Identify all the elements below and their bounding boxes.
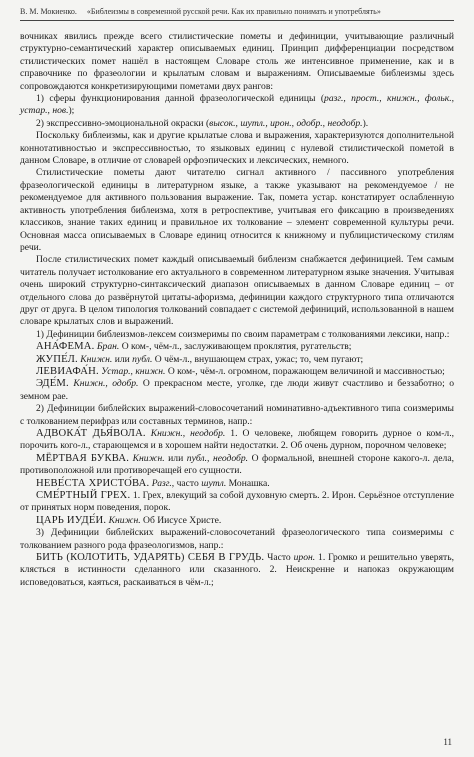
entry-headword: СМЕ́РТНЫЙ ГРЕХ. — [36, 490, 131, 502]
entry-zhupel: ЖУПЕ́Л. Книжн. или публ. О чём-л., внушающем страх, ужас; то, чем пугают; — [36, 353, 364, 365]
entry-advokat-dyavola: АДВОКА́Т ДЬЯ́ВОЛА. Книжн., неодобр. 1. О человеке, любящем говорить дурное о ком-л., порочить кого-л., старающемся и в хорошем найти недостатки. 2. Об очень дурном, порочном человеке; — [20, 428, 455, 452]
entry-headword: ЖУПЕ́Л. — [36, 353, 78, 365]
entry-headword: АНА́ФЕМА. — [36, 341, 95, 353]
entry-anafema: АНА́ФЕМА. Бран. О ком-, чём-л., заслуживающем проклятия, ругательств; — [36, 341, 352, 353]
entry-nevesta-hristova: НЕВЕ́СТА ХРИСТО́ВА. Разг., часто шутл. Монашка. — [36, 477, 270, 489]
paragraph-7: 3) Дефиниции библейских выражений-словосочетаний фразеологического типа соизмеримы с толкованием разного рода фразеологизмов, напр.: — [20, 527, 454, 551]
entry-headword: ЭДЕ́М. — [36, 378, 69, 390]
paragraph-2: Поскольку библеизмы, как и другие крылатые слова и выражения, характеризуются дополнительной коннотативностью и экспрессивностью, то языковых единиц с нулевой стилистической пометой в данном Словаре, в отличие от словарей орфоэпических и лексических, немного. — [20, 130, 454, 167]
entry-headword: ЛЕВИАФА́Н. — [36, 365, 99, 377]
entry-headword: ЦАРЬ ИУДЕ́И. — [36, 514, 107, 526]
rank-1: 1) сферы функционирования данной фразеологической единицы (разг., прост., книжн., фольк., устар., нов.); — [20, 93, 454, 117]
entry-headword: АДВОКА́Т ДЬЯ́ВОЛА. — [36, 428, 146, 439]
entry-headword: МЁРТВАЯ БУКВА. — [36, 452, 130, 464]
paragraph-5: 1) Дефиниции библеизмов-лексем соизмеримы по своим параметрам с толкованиями лексики, напр.: — [36, 328, 450, 340]
body-text — [20, 31, 454, 589]
rank-2: 2) экспрессивно-эмоциональной окраски (высок., шутл., ирон., одобр., неодобр.). — [36, 117, 369, 129]
entry-headword: НЕВЕ́СТА ХРИСТО́ВА. — [36, 477, 150, 489]
entry-mertvaya-bukva: МЁРТВАЯ БУКВА. Книжн. или публ., неодобр. О формальной, внешней стороне какого-л. дела, противоположной или противоречащей его сущности. — [20, 452, 454, 477]
paragraph-6: 2) Дефиниции библейских выражений-словосочетаний номинативно-адъективного типа соизмеримы с толкованием перифраз или составных терминов, напр.: — [20, 403, 454, 427]
entry-bit-sebya-v-grud: БИТЬ (КОЛОТИТЬ, УДАРЯТЬ) СЕБЯ В ГРУДЬ. Часто ирон. 1. Громко и решительно уверять, клясться в истинности сделанного или сказанного. 2. Неискренне и напоказ окружающим исповедоваться, каяться, раскаиваться в чём-л.; — [20, 552, 454, 588]
paragraph-3: Стилистические пометы дают читателю сигнал активного / пассивного употребления фразеологической единицы в литературном языке, а также указывают на рекомендуемое / не рекомендуемое для активного пользования выражение. Так, помета устар. констатирует ослабленную активность употребления библеизма, хотя в ретроспективе, учитывая его фиксацию в произведениях классиков, знание таких единиц и правильное их толкование – элемент современной культуры речи. Основная масса описываемых в Словаре единиц относится к книжному и публицистическому стилям речи. — [20, 167, 454, 253]
paragraph-1: вочниках явились прежде всего стилистические пометы и дефиниции, учитывающие различный структурно-семантический характер описываемых единиц. Принцип дифференциации посредством стилистических помет нашёл в настоящем Словаре столь же интенсивное применение, как и в справочнике по фразеологии и крылатым словам и выражениям. Описываемые библеизмы здесь сопровождаются конкретизирующими пометами двух рангов: — [20, 31, 454, 92]
entry-headword: БИТЬ (КОЛОТИТЬ, УДАРЯТЬ) СЕБЯ В ГРУДЬ. — [36, 552, 265, 564]
entry-smertnyi-greh: СМЕ́РТНЫЙ ГРЕХ. 1. Грех, влекущий за собой духовную смерть. 2. Ирон. Серьёзное отступление от принятых норм поведения, порок. — [20, 490, 454, 514]
running-head — [20, 6, 454, 21]
header-author: В. М. Мокиенко. — [20, 7, 77, 16]
rank-1-labels: разг., прост., книжн., фольк., устар., нов. — [20, 93, 454, 117]
entry-leviafan: ЛЕВИАФА́Н. Устар., книжн. О ком-, чём-л. огромном, поражающем величиной и массивностью; — [36, 365, 445, 377]
entry-car-iudei: ЦАРЬ ИУДЕ́И. Книжн. Об Иисусе Христе. — [36, 514, 222, 526]
entry-edem: ЭДЕ́М. Книжн., одобр. О прекрасном месте, уголке, где люди живут счастливо и беззаботно; о земном рае. — [20, 378, 454, 402]
page-number: 11 — [443, 737, 452, 747]
header-title: «Библеизмы в современной русской речи. Как их правильно понимать и употреблять» — [86, 7, 381, 16]
paragraph-4: После стилистических помет каждый описываемый библеизм снабжается дефиницией. Тем самым читатель получает истолкование его актуального в современном литературном языке значения. Учитывая очень широкий структурно-синтаксический диапазон описываемых в данном Словаре единиц – от отдельного слова до развёрнутой цитаты-афоризма, дефиниции каждого структурного типа отличаются друг от друга. В целом типология толкований совпадает с системой дефиниций, использованной в нашем словаре крылатых слов и выражений. — [20, 254, 454, 328]
rank-2-labels: высок., шутл., ирон., одобр., неодобр. — [209, 117, 363, 129]
